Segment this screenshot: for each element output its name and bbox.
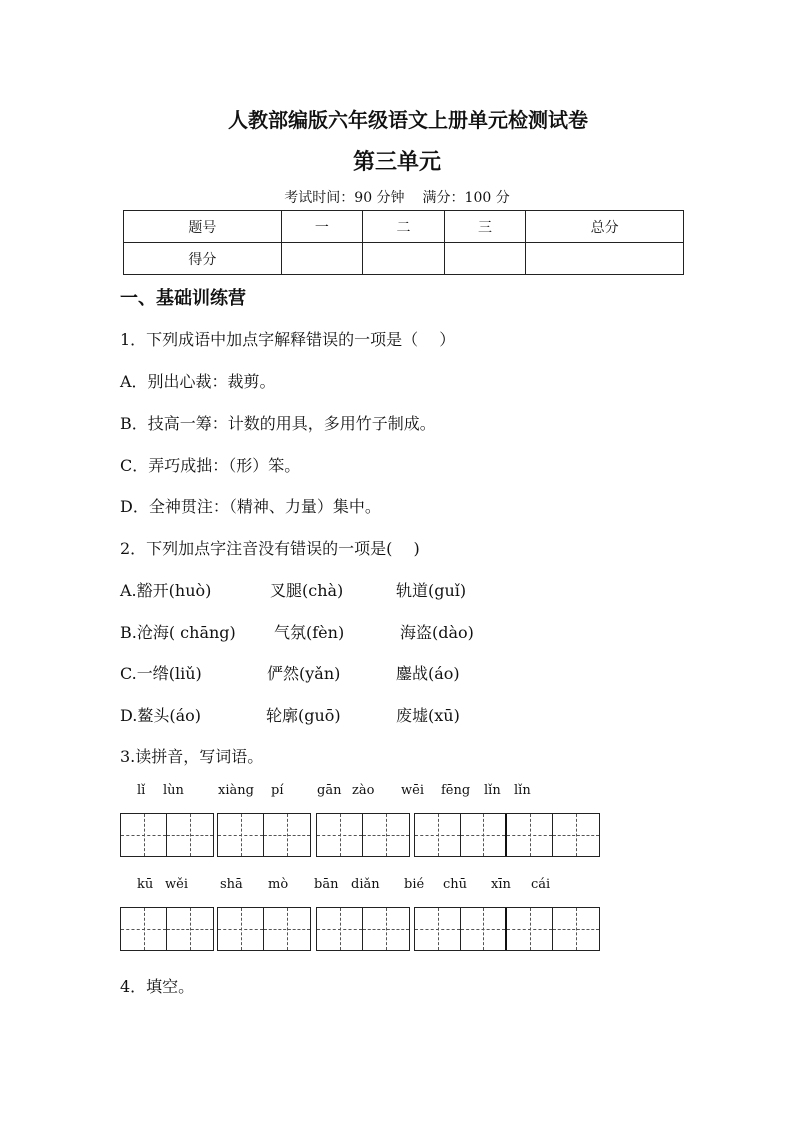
question-2-option-c-3: 鏖战(áo) xyxy=(396,664,460,683)
score-cell: 得分 xyxy=(124,243,282,275)
writing-cell[interactable] xyxy=(317,814,363,856)
question-2-option-a-2: 叉腿(chà) xyxy=(270,581,344,600)
writing-cell[interactable] xyxy=(363,908,409,950)
pinyin-label: kū xyxy=(137,877,154,892)
question-2-option-b-1: B.沧海( chāng) xyxy=(120,623,236,642)
question-1-option-b: B．技高一筹：计数的用具，多用竹子制成。 xyxy=(120,414,436,433)
writing-cell[interactable] xyxy=(415,908,461,950)
question-2-option-d-2: 轮廓(guō) xyxy=(266,706,341,725)
question-4-stem: 4．填空。 xyxy=(120,977,195,996)
score-table-header-row xyxy=(124,211,684,243)
score-cell: 二 xyxy=(363,211,445,243)
writing-cell[interactable] xyxy=(264,814,310,856)
score-input-cell[interactable] xyxy=(526,243,684,275)
score-cell: 总分 xyxy=(526,211,684,243)
pinyin-label: lùn xyxy=(163,783,184,798)
writing-grid-xiangpi[interactable] xyxy=(217,813,311,857)
question-1-option-a: A．别出心裁：裁剪。 xyxy=(120,372,276,391)
score-input-cell[interactable] xyxy=(281,243,363,275)
writing-grid-lilun[interactable] xyxy=(120,813,214,857)
question-2-option-d-3: 废墟(xū) xyxy=(396,706,460,725)
writing-cell[interactable] xyxy=(461,814,507,856)
pinyin-label: wēi xyxy=(401,783,424,798)
pinyin-label: pí xyxy=(271,783,284,798)
writing-grid-weifenglinlin[interactable] xyxy=(414,813,600,857)
writing-cell[interactable] xyxy=(264,908,310,950)
pinyin-label: chū xyxy=(443,877,468,892)
question-2-option-c-1: C.一绺(liǔ) xyxy=(120,664,202,683)
writing-grid-shamo[interactable] xyxy=(217,907,311,951)
pinyin-label: zào xyxy=(352,783,375,798)
pinyin-label: cái xyxy=(531,877,551,892)
writing-cell[interactable] xyxy=(553,908,599,950)
question-2-option-a-1: A.豁开(huò) xyxy=(120,581,212,600)
pinyin-label: lǐn xyxy=(484,783,501,798)
writing-cell[interactable] xyxy=(121,814,167,856)
pinyin-label: xiàng xyxy=(218,783,254,798)
score-cell: 题号 xyxy=(124,211,282,243)
writing-cell[interactable] xyxy=(363,814,409,856)
score-cell: 一 xyxy=(281,211,363,243)
section-title: 一、基础训练营 xyxy=(120,288,246,309)
pinyin-label: xīn xyxy=(491,877,511,892)
writing-cell[interactable] xyxy=(167,908,213,950)
writing-cell[interactable] xyxy=(507,908,553,950)
pinyin-label: lǐ xyxy=(137,783,146,798)
writing-grid-ganzao[interactable] xyxy=(316,813,410,857)
pinyin-label: diǎn xyxy=(351,877,380,892)
score-input-cell[interactable] xyxy=(444,243,526,275)
question-2-stem: 2．下列加点字注音没有错误的一项是( ) xyxy=(120,539,420,558)
writing-cell[interactable] xyxy=(461,908,507,950)
writing-cell[interactable] xyxy=(167,814,213,856)
question-2-option-a-3: 轨道(guǐ) xyxy=(396,581,467,600)
question-1-option-c: C．弄巧成拙：（形）笨。 xyxy=(120,456,301,475)
unit-title: 第三单元 xyxy=(352,149,441,175)
score-input-cell[interactable] xyxy=(363,243,445,275)
question-1-stem: 1．下列成语中加点字解释错误的一项是（ ） xyxy=(120,330,456,349)
exam-full-score: 满分：100 分 xyxy=(422,190,510,206)
score-cell: 三 xyxy=(444,211,526,243)
score-table-score-row xyxy=(124,243,684,275)
writing-cell[interactable] xyxy=(507,814,553,856)
writing-cell[interactable] xyxy=(121,908,167,950)
writing-cell[interactable] xyxy=(218,908,264,950)
exam-time: 考试时间：90 分钟 xyxy=(284,190,405,206)
pinyin-label: lǐn xyxy=(514,783,531,798)
writing-grid-kuwei[interactable] xyxy=(120,907,214,951)
question-2-option-b-3: 海盗(dào) xyxy=(400,623,474,642)
pinyin-label: bān xyxy=(314,877,339,892)
writing-cell[interactable] xyxy=(553,814,599,856)
writing-cell[interactable] xyxy=(317,908,363,950)
question-2-option-d-1: D.鳌头(áo) xyxy=(120,706,202,725)
exam-info xyxy=(0,187,794,207)
question-3-stem: 3.读拼音，写词语。 xyxy=(120,747,264,766)
question-2-option-c-2: 俨然(yǎn) xyxy=(267,664,341,683)
writing-cell[interactable] xyxy=(415,814,461,856)
pinyin-label: gān xyxy=(317,783,342,798)
question-2-option-b-2: 气氛(fèn) xyxy=(274,623,345,642)
pinyin-label: fēng xyxy=(441,783,471,798)
writing-cell[interactable] xyxy=(218,814,264,856)
pinyin-label: shā xyxy=(220,877,243,892)
question-1-option-d: D．全神贯注：（精神、力量）集中。 xyxy=(120,497,381,516)
pinyin-label: bié xyxy=(404,877,425,892)
score-table xyxy=(123,210,684,275)
pinyin-label: wěi xyxy=(165,877,188,892)
writing-grid-bandian[interactable] xyxy=(316,907,410,951)
writing-grid-biechuxincai[interactable] xyxy=(414,907,600,951)
pinyin-label: mò xyxy=(268,877,289,892)
